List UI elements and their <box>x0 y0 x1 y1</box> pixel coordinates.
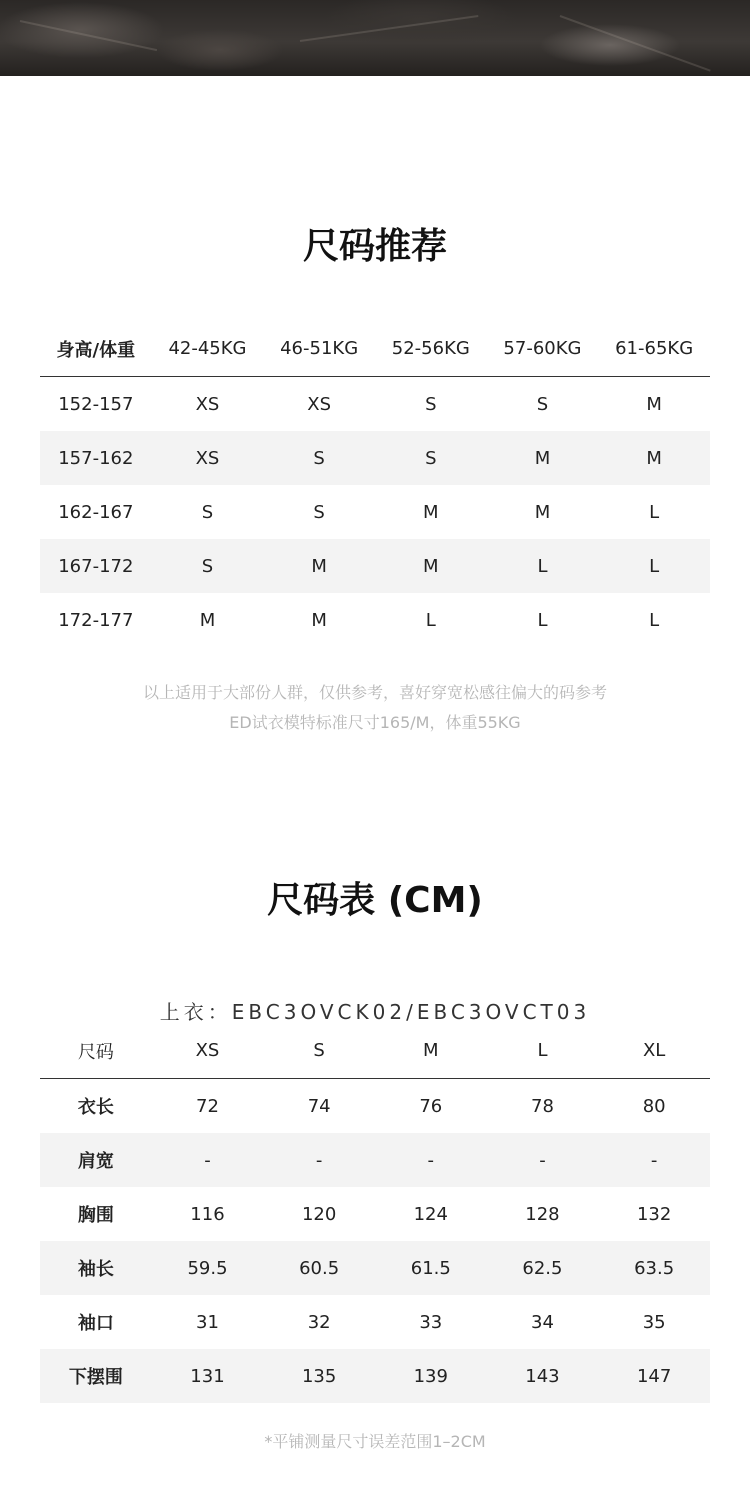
table-cell: 124 <box>413 1203 448 1225</box>
table-cell: 59.5 <box>152 1241 264 1295</box>
table-cell: L <box>425 609 436 631</box>
table-cell: 63.5 <box>598 1241 710 1295</box>
row-label: 衣长 <box>77 1097 114 1118</box>
table-cell: S <box>425 393 437 415</box>
table-cell: - <box>487 1133 599 1187</box>
header-cell: 57-60KG <box>487 321 599 377</box>
table-cell: S <box>536 393 549 415</box>
header-cell: 尺码 <box>40 1023 152 1079</box>
table-row <box>40 1133 710 1187</box>
table-cell: 132 <box>636 1203 672 1225</box>
table-cell: - <box>598 1133 710 1187</box>
table-cell: 32 <box>307 1311 331 1333</box>
table-cell: 33 <box>419 1311 443 1333</box>
table-cell: 147 <box>598 1349 710 1403</box>
table-cell: L <box>537 609 548 631</box>
table-cell: 35 <box>642 1311 666 1333</box>
table-row <box>40 431 710 485</box>
table-row <box>40 1187 710 1241</box>
table-cell: XS <box>195 393 220 415</box>
table-row <box>40 1241 710 1295</box>
recommend-note-line-2: ED试衣模特标准尺寸165/M，体重55KG <box>229 713 521 732</box>
row-label: 胸围 <box>77 1205 114 1226</box>
table-cell: M <box>534 501 551 523</box>
header-cell: 61-65KG <box>598 321 710 377</box>
table-cell: 167-172 <box>40 539 152 593</box>
table-cell: 172-177 <box>58 609 134 631</box>
table-row <box>40 1079 710 1134</box>
header-cell: 42-45KG <box>152 321 264 377</box>
header-cell: 46-51KG <box>263 321 375 377</box>
header-cell: S <box>263 1023 375 1079</box>
table-cell: 74 <box>307 1095 331 1117</box>
table-cell: 135 <box>263 1349 375 1403</box>
header-cell: 身高/体重 <box>40 321 152 377</box>
table-cell: S <box>375 431 487 485</box>
table-cell: 120 <box>301 1203 337 1225</box>
size-recommend-table <box>40 321 710 647</box>
table-cell: 60.5 <box>263 1241 375 1295</box>
table-cell: - <box>375 1133 487 1187</box>
table-cell: 152-157 <box>58 393 134 415</box>
table-cell: 143 <box>487 1349 599 1403</box>
header-cell: M <box>375 1023 487 1079</box>
table-cell: M <box>199 609 216 631</box>
header-cell: XL <box>598 1023 710 1079</box>
table-cell: 78 <box>531 1095 554 1117</box>
table-cell: S <box>263 431 375 485</box>
header-cell: L <box>487 1023 599 1079</box>
table-row <box>40 593 710 647</box>
size-recommend-title: 尺码推荐 <box>302 226 447 267</box>
table-cell: 128 <box>525 1203 560 1225</box>
table-cell: - <box>152 1133 264 1187</box>
table-row <box>40 377 710 432</box>
table-cell: M <box>375 539 487 593</box>
size-chart-table <box>40 1023 710 1403</box>
table-header-row <box>40 1023 710 1079</box>
table-cell: 131 <box>152 1349 264 1403</box>
table-cell: M <box>646 393 662 415</box>
table-cell: 72 <box>196 1095 219 1117</box>
table-header-row <box>40 321 710 377</box>
row-label: 肩宽 <box>40 1133 152 1187</box>
table-cell: M <box>598 431 710 485</box>
table-cell: XS <box>152 431 264 485</box>
table-cell: S <box>313 501 325 523</box>
table-cell: XS <box>307 393 332 415</box>
header-cell: XS <box>152 1023 264 1079</box>
table-cell: S <box>152 539 264 593</box>
table-cell: 162-167 <box>58 501 134 523</box>
recommend-note <box>0 678 750 738</box>
table-cell: L <box>649 609 660 631</box>
table-cell: 80 <box>642 1095 666 1117</box>
table-cell: M <box>263 539 375 593</box>
measurement-note: *平铺测量尺寸误差范围1–2CM <box>264 1432 486 1451</box>
table-cell: 61.5 <box>375 1241 487 1295</box>
row-label: 下摆围 <box>40 1349 152 1403</box>
hero-photo-strip <box>0 0 750 76</box>
table-row <box>40 1295 710 1349</box>
header-cell: 52-56KG <box>375 321 487 377</box>
table-cell: M <box>311 609 327 631</box>
table-row <box>40 539 710 593</box>
table-cell: S <box>201 501 214 523</box>
recommend-note-line-1: 以上适用于大部份人群，仅供参考，喜好穿宽松感往偏大的码参考 <box>142 683 607 702</box>
table-row <box>40 485 710 539</box>
size-chart-title: 尺码表 (CM) <box>267 880 483 921</box>
table-cell: L <box>649 501 660 523</box>
table-cell: M <box>423 501 439 523</box>
table-cell: 62.5 <box>487 1241 599 1295</box>
table-cell: 116 <box>190 1203 225 1225</box>
table-cell: 139 <box>375 1349 487 1403</box>
table-cell: - <box>263 1133 375 1187</box>
table-cell: M <box>487 431 599 485</box>
table-row <box>40 1349 710 1403</box>
table-cell: L <box>487 539 599 593</box>
table-cell: 157-162 <box>40 431 152 485</box>
row-label: 袖长 <box>40 1241 152 1295</box>
size-chart-subtitle: 上衣：EBC3OVCK02/EBC3OVCT03 <box>159 1000 591 1024</box>
table-cell: 76 <box>419 1095 443 1117</box>
table-cell: 34 <box>531 1311 554 1333</box>
table-cell: L <box>598 539 710 593</box>
row-label: 袖口 <box>77 1313 114 1334</box>
table-cell: 31 <box>196 1311 219 1333</box>
